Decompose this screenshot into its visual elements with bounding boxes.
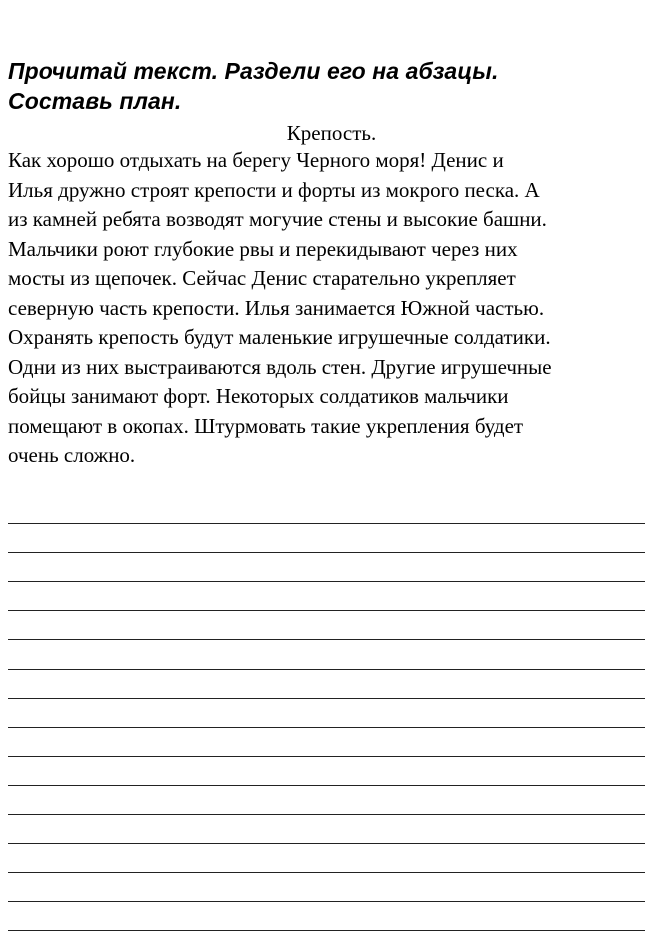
story-line: Мальчики роют глубокие рвы и перекидывают через них: [8, 236, 518, 261]
story-line: очень сложно.: [8, 443, 136, 467]
story-line: помещают в окопах. Штурмовать такие укрепления будет: [8, 413, 524, 438]
answer-line[interactable]: [8, 552, 645, 553]
answer-line[interactable]: [8, 843, 645, 844]
story-line: северную часть крепости. Илья занимается Южной частью.: [8, 295, 545, 320]
story-line: Одни из них выстраиваются вдоль стен. Другие игрушечные: [8, 354, 552, 379]
story-line: Как хорошо отдыхать на берегу Черного моря! Денис и: [8, 148, 504, 172]
answer-line[interactable]: [8, 669, 645, 670]
answer-lines-area[interactable]: [8, 0, 645, 942]
answer-line[interactable]: [8, 727, 645, 728]
instruction-line-2: Составь план.: [8, 88, 182, 114]
story-line: Охранять крепость будут маленькие игрушечные солдатики.: [8, 325, 551, 349]
answer-line[interactable]: [8, 756, 645, 757]
answer-line[interactable]: [8, 610, 645, 611]
answer-line[interactable]: [8, 872, 645, 873]
story-line: мосты из щепочек. Сейчас Денис старательно укрепляет: [8, 266, 516, 290]
answer-line[interactable]: [8, 523, 645, 524]
instruction-line-1: Прочитай текст. Раздели его на абзацы.: [8, 58, 499, 84]
answer-line[interactable]: [8, 581, 645, 582]
answer-line[interactable]: [8, 814, 645, 815]
answer-line[interactable]: [8, 930, 645, 931]
answer-line[interactable]: [8, 698, 645, 699]
answer-line[interactable]: [8, 901, 645, 902]
story-line: бойцы занимают форт. Некоторых солдатиков мальчики: [8, 384, 509, 408]
story-line: Илья дружно строят крепости и форты из мокрого песка. А: [8, 177, 540, 202]
answer-line[interactable]: [8, 639, 645, 640]
story-line: из камней ребята возводят могучие стены и высокие башни.: [8, 207, 547, 231]
answer-line[interactable]: [8, 785, 645, 786]
story-title: Крепость.: [286, 121, 377, 145]
